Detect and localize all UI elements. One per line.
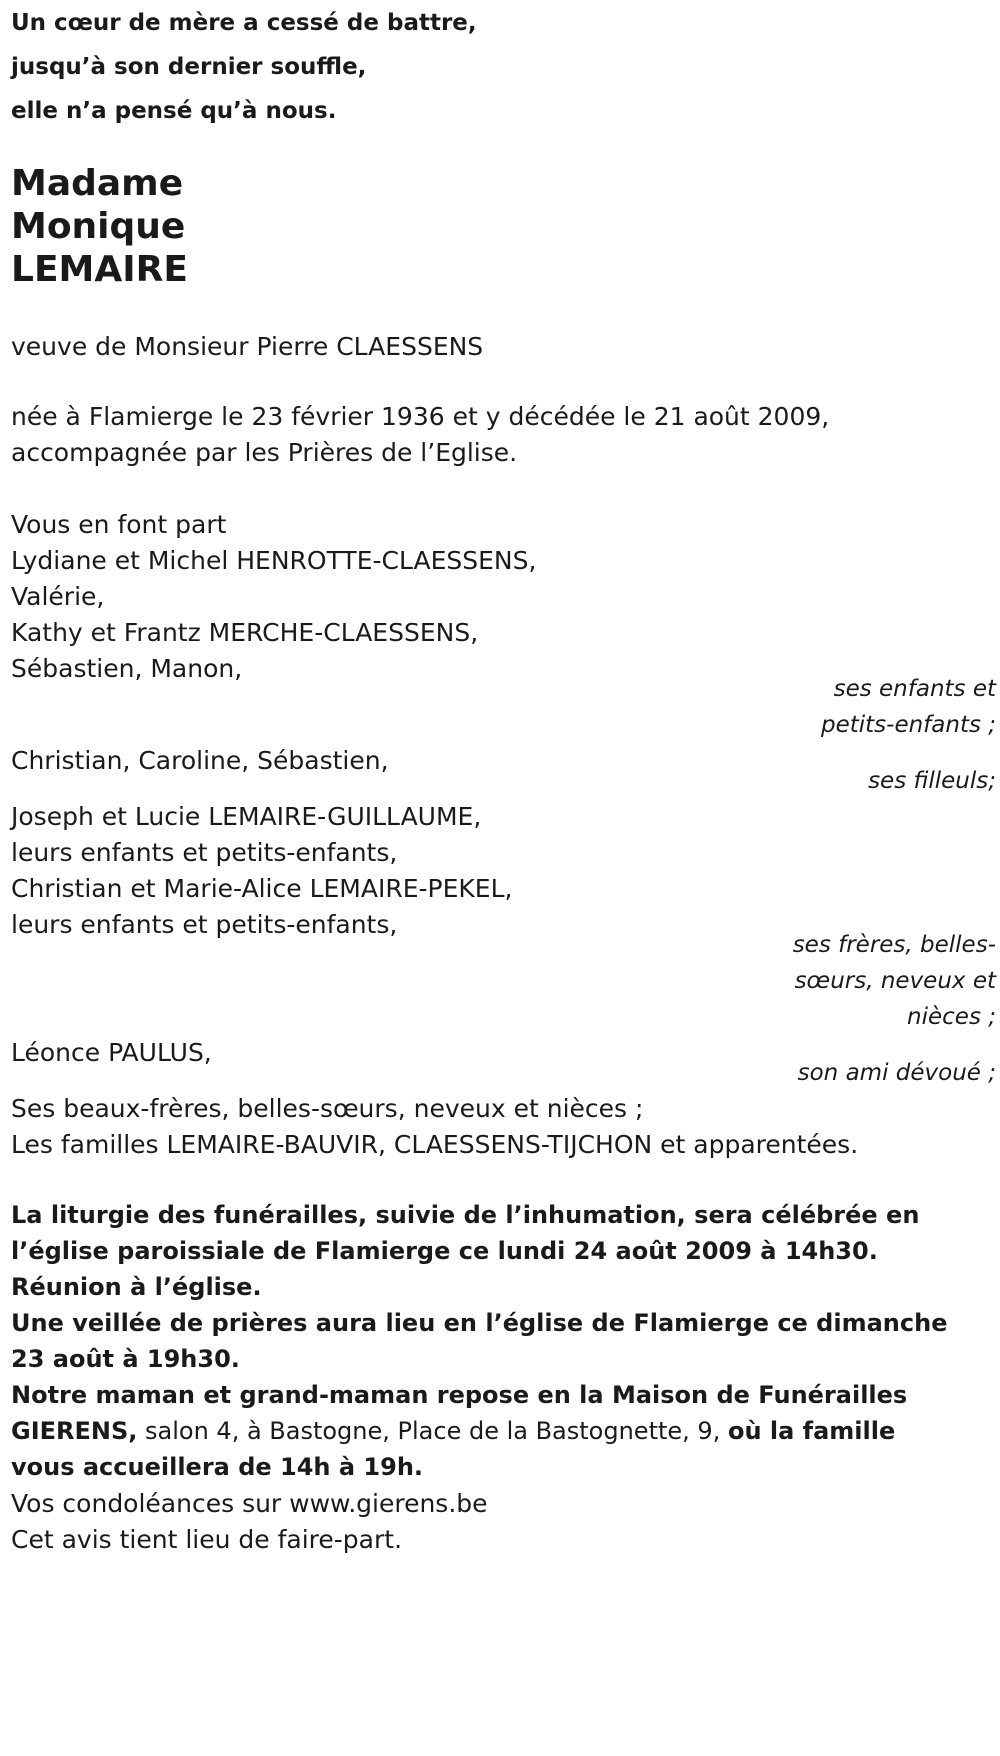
others-line-1: Ses beaux-frères, belles-sœurs, neveux et nièces ; <box>11 1094 644 1123</box>
verse-line-2: jusqu’à son dernier souffle, <box>11 54 367 80</box>
verse-line-1: Un cœur de mère a cessé de battre, <box>11 10 477 36</box>
ceremony-line-7 <box>11 1417 895 1445</box>
verse-line-3: elle n’a pensé qu’à nous. <box>11 98 337 124</box>
funeral-home-name: GIERENS, <box>11 1417 138 1445</box>
deceased-first-name: Monique <box>11 206 186 247</box>
siblings-line-2: leurs enfants et petits-enfants, <box>11 838 398 867</box>
friend-line: Léonce PAULUS, <box>11 1038 212 1067</box>
godchildren-role: ses filleuls; <box>868 768 996 794</box>
birth-death-line-2: accompagnée par les Prières de l’Eglise. <box>11 438 518 467</box>
godchildren-line: Christian, Caroline, Sébastien, <box>11 746 389 775</box>
children-role-line-2: petits-enfants ; <box>820 712 996 738</box>
ceremony-line-2: l’église paroissiale de Flamierge ce lundi 24 août 2009 à 14h30. <box>11 1237 878 1265</box>
ceremony-line-4: Une veillée de prières aura lieu en l’église de Flamierge ce dimanche <box>11 1309 948 1337</box>
others-line-2: Les familles LEMAIRE-BAUVIR, CLAESSENS-TIJCHON et apparentées. <box>11 1130 859 1159</box>
ceremony-line-1: La liturgie des funérailles, suivie de l’inhumation, sera célébrée en <box>11 1201 920 1229</box>
ceremony-line-5: 23 août à 19h30. <box>11 1345 240 1373</box>
funeral-home-address: salon 4, à Bastogne, Place de la Bastognette, 9, <box>137 1417 728 1445</box>
ceremony-line-3: Réunion à l’église. <box>11 1273 262 1301</box>
children-line-3: Kathy et Frantz MERCHE-CLAESSENS, <box>11 618 479 647</box>
condolences-line: Vos condoléances sur www.gierens.be <box>11 1489 488 1518</box>
notice-line: Cet avis tient lieu de faire-part. <box>11 1525 403 1554</box>
widow-of: veuve de Monsieur Pierre CLAESSENS <box>11 332 484 361</box>
ceremony-line-6: Notre maman et grand-maman repose en la Maison de Funérailles <box>11 1381 908 1409</box>
children-line-4: Sébastien, Manon, <box>11 654 243 683</box>
family-welcome-start: où la famille <box>727 1417 896 1445</box>
siblings-line-4: leurs enfants et petits-enfants, <box>11 910 398 939</box>
siblings-line-1: Joseph et Lucie LEMAIRE-GUILLAUME, <box>11 802 482 831</box>
birth-death-line-1: née à Flamierge le 23 février 1936 et y décédée le 21 août 2009, <box>11 402 830 431</box>
siblings-role-line-3: nièces ; <box>907 1004 996 1030</box>
ceremony-line-8: vous accueillera de 14h à 19h. <box>11 1453 424 1481</box>
friend-role: son ami dévoué ; <box>797 1060 996 1086</box>
siblings-role-line-1: ses frères, belles- <box>792 932 996 958</box>
deceased-title: Madame <box>11 163 184 204</box>
siblings-line-3: Christian et Marie-Alice LEMAIRE-PEKEL, <box>11 874 513 903</box>
children-line-2: Valérie, <box>11 582 105 611</box>
siblings-role-line-2: sœurs, neveux et <box>794 968 996 994</box>
children-line-1: Lydiane et Michel HENROTTE-CLAESSENS, <box>11 546 537 575</box>
deceased-last-name: LEMAIRE <box>11 249 188 290</box>
children-role-line-1: ses enfants et <box>833 676 996 702</box>
family-intro: Vous en font part <box>11 510 227 539</box>
